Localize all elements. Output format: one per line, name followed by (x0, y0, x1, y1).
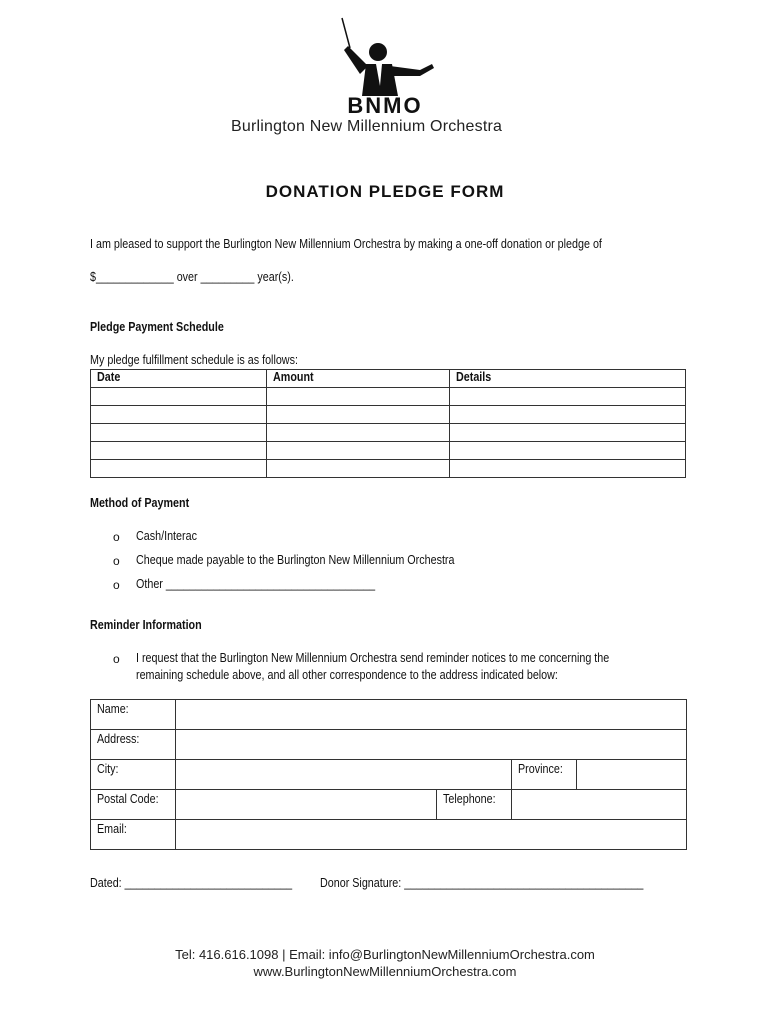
name-label: Name: (91, 700, 176, 730)
footer (0, 946, 770, 980)
email-field[interactable] (175, 820, 686, 850)
payment-heading: Method of Payment (90, 496, 190, 510)
schedule-date-cell[interactable] (91, 442, 267, 460)
schedule-amount-cell[interactable] (267, 460, 450, 478)
payment-option-other[interactable]: Other ___________________________________ (136, 577, 376, 591)
name-field[interactable] (175, 700, 686, 730)
table-row (91, 442, 686, 460)
schedule-date-cell[interactable] (91, 424, 267, 442)
table-row (91, 460, 686, 478)
schedule-date-cell[interactable] (91, 406, 267, 424)
schedule-heading: Pledge Payment Schedule (90, 320, 224, 334)
table-row (91, 424, 686, 442)
signature-line[interactable]: Donor Signature: ________________________________________ (320, 876, 644, 890)
checkbox-cheque[interactable]: o (113, 554, 120, 568)
schedule-details-cell[interactable] (450, 442, 686, 460)
postal-code-label: Postal Code: (91, 790, 176, 820)
contact-row-email (91, 820, 687, 850)
schedule-date-cell[interactable] (91, 388, 267, 406)
postal-code-field[interactable] (175, 790, 437, 820)
schedule-amount-cell[interactable] (267, 406, 450, 424)
schedule-details-cell[interactable] (450, 424, 686, 442)
org-name: Burlington New Millennium Orchestra (231, 118, 503, 135)
contact-row-postal (91, 790, 687, 820)
city-field[interactable] (175, 760, 511, 790)
schedule-col-details: Details (450, 370, 686, 388)
address-field[interactable] (175, 730, 686, 760)
intro-line-1: I am pleased to support the Burlington New Millennium Orchestra by making a one-off donation or pledge of (90, 237, 602, 251)
schedule-details-cell[interactable] (450, 388, 686, 406)
schedule-details-cell[interactable] (450, 460, 686, 478)
payment-option-cheque: Cheque made payable to the Burlington New Millennium Orchestra (136, 553, 455, 567)
checkbox-cash[interactable]: o (113, 530, 120, 544)
schedule-col-amount: Amount (267, 370, 450, 388)
schedule-amount-cell[interactable] (267, 442, 450, 460)
table-row (91, 388, 686, 406)
schedule-details-cell[interactable] (450, 406, 686, 424)
schedule-amount-cell[interactable] (267, 388, 450, 406)
schedule-amount-cell[interactable] (267, 424, 450, 442)
contact-row-city (91, 760, 687, 790)
reminder-heading: Reminder Information (90, 618, 202, 632)
schedule-header-row (91, 370, 686, 388)
telephone-field[interactable] (511, 790, 686, 820)
schedule-intro: My pledge fulfillment schedule is as follows: (90, 353, 298, 367)
reminder-text-line-2: remaining schedule above, and all other correspondence to the address indicated below: (136, 668, 558, 682)
schedule-col-date: Date (91, 370, 267, 388)
telephone-label: Telephone: (437, 790, 511, 820)
dated-line[interactable]: Dated: ____________________________ (90, 876, 293, 890)
checkbox-other[interactable]: o (113, 578, 120, 592)
city-label: City: (91, 760, 176, 790)
schedule-table (90, 369, 686, 478)
address-label: Address: (91, 730, 176, 760)
reminder-text-line-1: I request that the Burlington New Millennium Orchestra send reminder notices to me concerning the (136, 651, 610, 665)
contact-row-address (91, 730, 687, 760)
checkbox-reminder[interactable]: o (113, 652, 120, 666)
payment-option-cash: Cash/Interac (136, 529, 197, 543)
email-label: Email: (91, 820, 176, 850)
footer-website: www.BurlingtonNewMillenniumOrchestra.com (253, 964, 517, 979)
intro-line-2: $_____________ over _________ year(s). (90, 270, 294, 284)
svg-text:BNMO: BNMO (347, 93, 423, 116)
province-label: Province: (511, 760, 576, 790)
province-field[interactable] (576, 760, 686, 790)
contact-table (90, 699, 687, 850)
contact-row-name (91, 700, 687, 730)
conductor-logo (320, 16, 450, 116)
form-title: DONATION PLEDGE FORM (265, 182, 505, 201)
schedule-date-cell[interactable] (91, 460, 267, 478)
table-row (91, 406, 686, 424)
footer-contact: Tel: 416.616.1098 | Email: info@BurlingtonNewMillenniumOrchestra.com (175, 947, 595, 962)
